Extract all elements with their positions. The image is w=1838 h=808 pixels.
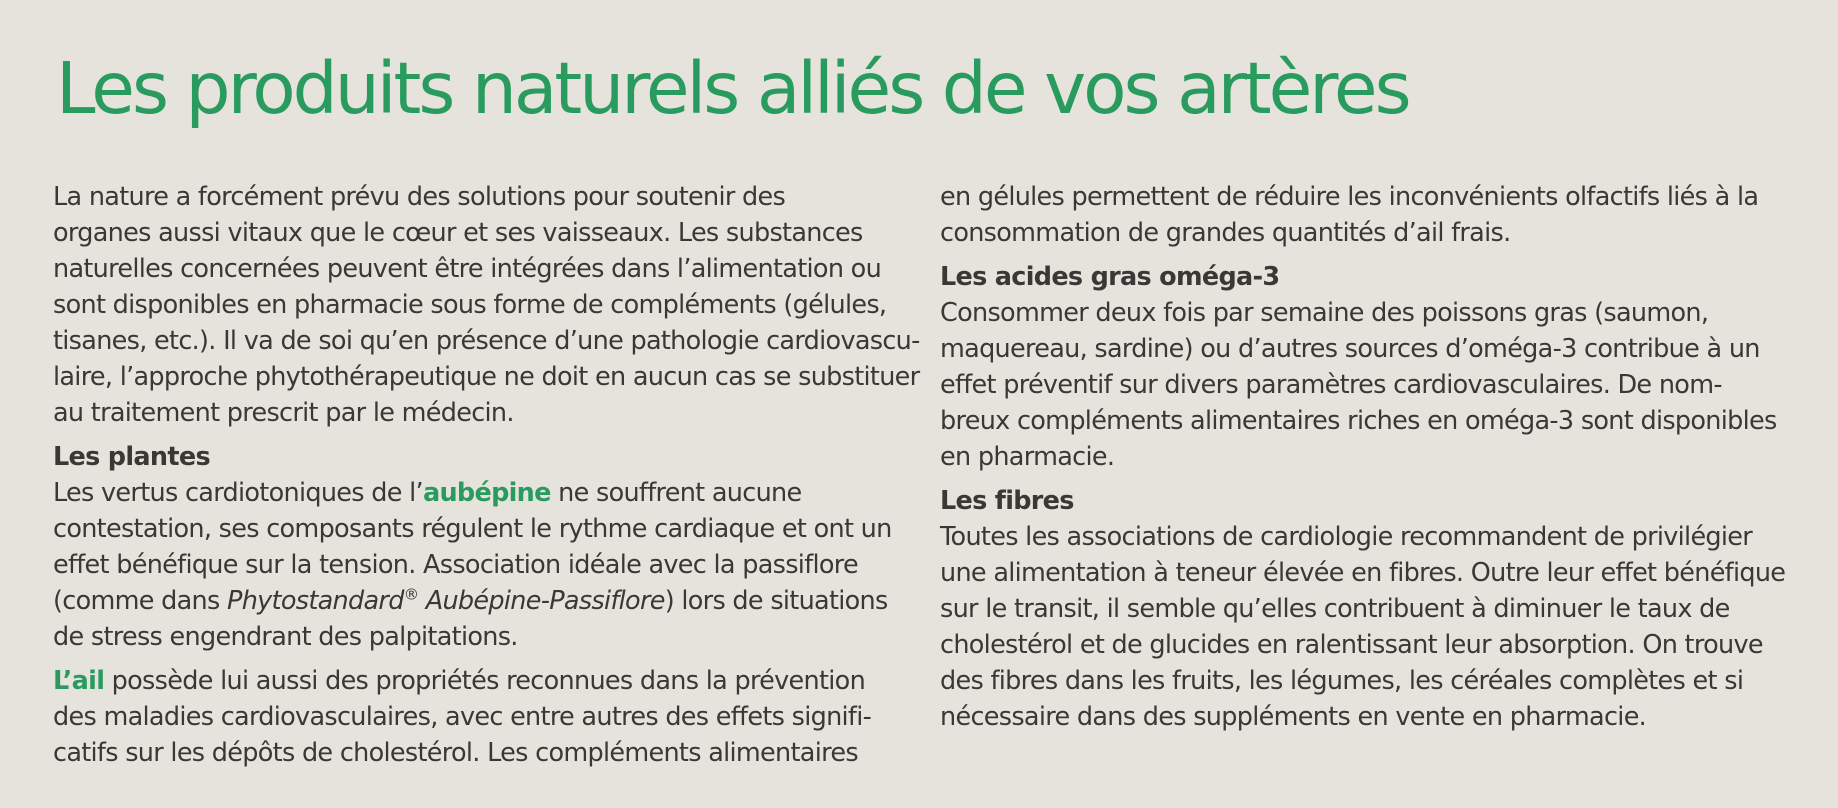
plantes-heading: Les plantes bbox=[53, 442, 210, 472]
text-line: des maladies cardiovasculaires, avec entre autres des effets signifi- bbox=[53, 702, 872, 732]
fibres-heading: Les fibres bbox=[940, 486, 1074, 516]
text-line: tisanes, etc.). Il va de soi qu’en présence d’une pathologie cardiovascu- bbox=[53, 326, 920, 356]
text-line: effet bénéfique sur la tension. Association idéale avec la passiflore bbox=[53, 550, 858, 580]
text-line: des fibres dans les fruits, les légumes, les céréales complètes et si bbox=[940, 666, 1744, 696]
plantes-paragraph bbox=[53, 475, 903, 655]
text-fragment: Les vertus cardiotoniques de l’ bbox=[53, 478, 423, 508]
text-line: nécessaire dans des suppléments en vente en pharmacie. bbox=[940, 702, 1647, 732]
text-line: naturelles concernées peuvent être intégrées dans l’alimentation ou bbox=[53, 254, 882, 284]
text-line: en gélules permettent de réduire les inconvénients olfactifs liés à la bbox=[940, 182, 1759, 212]
text-line bbox=[53, 663, 903, 699]
ail-continuation bbox=[940, 179, 1810, 251]
text-fragment: ne souffrent aucune bbox=[550, 478, 802, 508]
text-line bbox=[53, 583, 903, 619]
text-line: organes aussi vitaux que le cœur et ses vaisseaux. Les substances bbox=[53, 218, 863, 248]
text-line: cholestérol et de glucides en ralentissant leur absorption. On trouve bbox=[940, 630, 1763, 660]
text-line: Toutes les associations de cardiologie recommandent de privilégier bbox=[940, 522, 1753, 552]
text-fragment: (comme dans bbox=[53, 586, 228, 616]
text-fragment: ) lors de situations bbox=[664, 586, 888, 616]
text-line: laire, l’approche phytothérapeutique ne doit en aucun cas se substituer bbox=[53, 362, 920, 392]
right-column bbox=[940, 179, 1810, 735]
page-title: Les produits naturels alliés de vos artères bbox=[56, 47, 1409, 130]
left-column bbox=[53, 179, 920, 771]
ail-paragraph bbox=[53, 663, 903, 771]
text-line: catifs sur les dépôts de cholestérol. Les compléments alimentaires bbox=[53, 738, 858, 768]
registered-mark: ® bbox=[403, 585, 419, 604]
text-line: une alimentation à teneur élevée en fibres. Outre leur effet bénéfique bbox=[940, 558, 1786, 588]
product-name-suffix: Aubépine-Passiflore bbox=[418, 586, 665, 616]
text-line: Consommer deux fois par semaine des poissons gras (saumon, bbox=[940, 298, 1709, 328]
text-line: breux compléments alimentaires riches en oméga-3 sont disponibles bbox=[940, 406, 1777, 436]
fibres-paragraph bbox=[940, 519, 1810, 735]
text-line: au traitement prescrit par le médecin. bbox=[53, 398, 514, 428]
text-line: contestation, ses composants régulent le rythme cardiaque et ont un bbox=[53, 514, 892, 544]
text-line: sur le transit, il semble qu’elles contribuent à diminuer le taux de bbox=[940, 594, 1730, 624]
product-name: Phytostandard bbox=[227, 586, 404, 616]
text-line: en pharmacie. bbox=[940, 442, 1115, 472]
omega-heading: Les acides gras oméga-3 bbox=[940, 262, 1280, 292]
ail-highlight: L’ail bbox=[53, 666, 105, 696]
text-line: effet préventif sur divers paramètres cardiovasculaires. De nom- bbox=[940, 370, 1722, 400]
text-fragment: possède lui aussi des propriétés reconnues dans la prévention bbox=[104, 666, 866, 696]
aubepine-highlight: aubépine bbox=[422, 478, 551, 508]
text-line: La nature a forcément prévu des solutions pour soutenir des bbox=[53, 182, 786, 212]
intro-paragraph bbox=[53, 179, 920, 431]
text-line bbox=[53, 475, 903, 511]
text-line: de stress engendrant des palpitations. bbox=[53, 622, 518, 652]
text-line: consommation de grandes quantités d’ail frais. bbox=[940, 218, 1511, 248]
text-line: sont disponibles en pharmacie sous forme de compléments (gélules, bbox=[53, 290, 887, 320]
omega-paragraph bbox=[940, 295, 1810, 475]
text-line: maquereau, sardine) ou d’autres sources d’oméga-3 contribue à un bbox=[940, 334, 1760, 364]
